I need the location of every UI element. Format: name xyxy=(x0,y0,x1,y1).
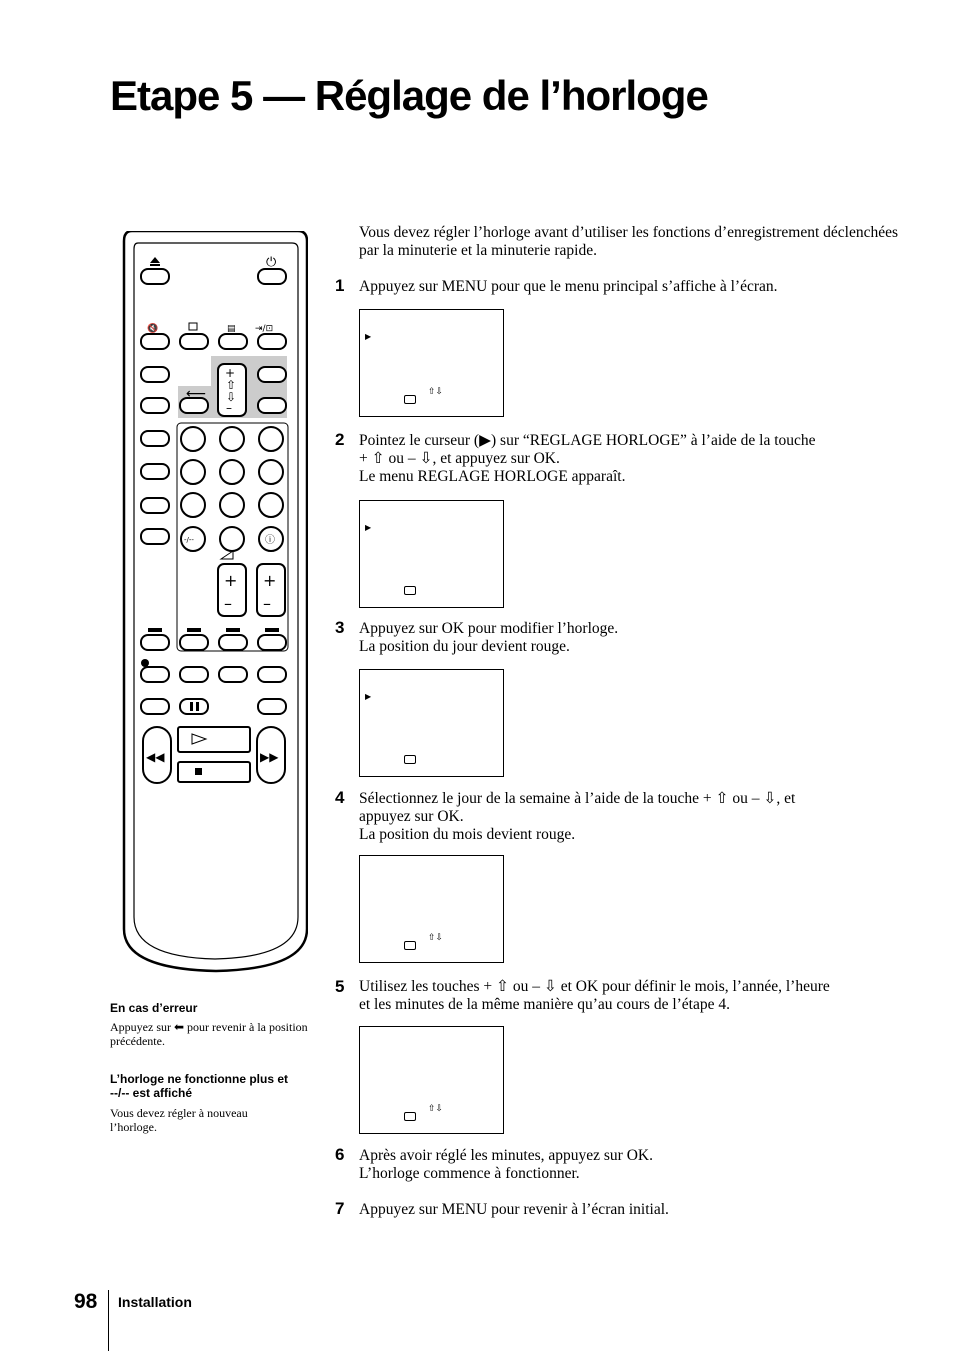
back-arrow-icon: ⬅ xyxy=(173,1020,185,1034)
record-icon xyxy=(141,659,149,667)
screen-menu-3 xyxy=(359,669,504,777)
step-5-number: 5 xyxy=(335,977,345,996)
cursor-icon: ▶ xyxy=(365,332,372,341)
plus-icon: + xyxy=(225,366,236,380)
power-icon: ⏻ xyxy=(266,255,277,270)
step-4-line-2: appuyez sur OK. xyxy=(359,808,464,825)
up-down-arrows-icon: ⇧⇩ xyxy=(428,387,444,397)
cursor-icon: ▶ xyxy=(365,692,372,701)
fast-forward-icon: ▶▶ xyxy=(260,750,279,764)
error-note-before: Appuyez sur xyxy=(110,1020,171,1034)
mute-icon: 🔇 xyxy=(147,324,159,334)
step-3-number: 3 xyxy=(335,618,345,637)
eject-icon xyxy=(150,257,160,263)
step-6-text xyxy=(359,1147,899,1183)
minus-icon: – xyxy=(226,401,232,415)
step-5-text xyxy=(359,978,899,1014)
dash-icon: -/-- xyxy=(184,536,194,544)
down-arrow-icon: ⇩ xyxy=(226,390,237,404)
screen-menu-1 xyxy=(359,309,504,417)
stop-icon xyxy=(195,768,202,775)
step-1-number: 1 xyxy=(335,276,345,295)
ok-button-icon xyxy=(404,586,416,595)
eject-bar xyxy=(150,264,160,266)
screen-menu-4 xyxy=(359,855,504,963)
clock-note-title-line-1: L’horloge ne fonctionne plus et xyxy=(110,1072,289,1086)
step-2-line-3: Le menu REGLAGE HORLOGE apparaît. xyxy=(359,468,626,485)
step-5-line-1: Utilisez les touches + ⇧ ou – ⇩ et OK pour définir le mois, l’année, l’heure xyxy=(359,978,830,995)
step-2-line-2: + ⇧ ou – ⇩, et appuyez sur OK. xyxy=(359,450,560,467)
clock-note-title-line-2: --/-- est affiché xyxy=(110,1086,193,1100)
up-arrow-icon: ⇧ xyxy=(226,378,237,392)
channel-plus-icon: + xyxy=(263,571,277,590)
page-number: 98 xyxy=(74,1290,98,1313)
step-5-line-2: et les minutes de la même manière qu’au cours de l’étape 4. xyxy=(359,996,730,1013)
channel-minus-icon: – xyxy=(263,594,271,613)
ok-button-icon xyxy=(404,1112,416,1121)
step-2-text xyxy=(359,432,899,486)
tv-icon xyxy=(189,323,197,330)
clock-note-text: Vous devez régler à nouveau l’horloge. xyxy=(110,1106,248,1134)
step-2-line-1: Pointez le curseur (▶) sur “REGLAGE HORLOGE” à l’aide de la touche xyxy=(359,432,816,449)
volume-plus-icon: + xyxy=(224,571,238,590)
clock-note-title xyxy=(110,1072,288,1100)
input-icon: ⇥/⊡ xyxy=(255,324,274,334)
step-3-line-2: La position du jour devient rouge. xyxy=(359,638,570,655)
step-4-line-3: La position du mois devient rouge. xyxy=(359,826,576,843)
step-7-number: 7 xyxy=(335,1199,345,1218)
error-note-text xyxy=(110,1020,320,1048)
cursor-icon: ▶ xyxy=(365,523,372,532)
step-1-line-1: Appuyez sur MENU pour que le menu principal s’affiche à l’écran. xyxy=(359,278,778,295)
ok-button-icon xyxy=(404,755,416,764)
up-down-arrows-icon: ⇧⇩ xyxy=(428,1104,444,1114)
step-7-line-1: Appuyez sur MENU pour revenir à l’écran initial. xyxy=(359,1201,669,1218)
step-4-text xyxy=(359,790,899,844)
step-6-line-2: L’horloge commence à fonctionner. xyxy=(359,1165,580,1182)
back-arrow-icon: ⟵ xyxy=(186,386,207,402)
step-4-number: 4 xyxy=(335,788,345,807)
volume-icon xyxy=(221,551,233,559)
step-3-line-1: Appuyez sur OK pour modifier l’horloge. xyxy=(359,620,619,637)
rewind-icon: ◀◀ xyxy=(146,750,165,764)
step-2-number: 2 xyxy=(335,430,345,449)
error-note-title: En cas d’erreur xyxy=(110,1001,198,1015)
screen-menu-5 xyxy=(359,1026,504,1134)
info-icon: ⓘ xyxy=(265,535,275,546)
step-6-number: 6 xyxy=(335,1145,345,1164)
intro-text: Vous devez régler l’horloge avant d’utiliser les fonctions d’enregistrement déclenchées par la minuterie et la minuterie rapide. xyxy=(359,224,899,259)
ok-button-icon xyxy=(404,395,416,404)
step-1-text xyxy=(359,278,899,296)
screen-menu-2 xyxy=(359,500,504,608)
remote-control-illustration xyxy=(122,231,308,973)
step-6-line-1: Après avoir réglé les minutes, appuyez sur OK. xyxy=(359,1147,653,1164)
teletext-icon: ▤ xyxy=(227,324,236,334)
pause-icon xyxy=(190,702,193,711)
step-7-text xyxy=(359,1201,899,1219)
section-label: Installation xyxy=(118,1294,192,1310)
step-3-text xyxy=(359,620,899,656)
up-down-arrows-icon: ⇧⇩ xyxy=(428,933,444,943)
page-title: Etape 5 — Réglage de l’horloge xyxy=(110,72,708,119)
volume-minus-icon: – xyxy=(224,594,232,613)
error-note-after: pour revenir à la position précédente. xyxy=(110,1020,308,1048)
ok-button-icon xyxy=(404,941,416,950)
page-rule xyxy=(108,1290,109,1351)
step-4-line-1: Sélectionnez le jour de la semaine à l’aide de la touche + ⇧ ou – ⇩, et xyxy=(359,790,796,807)
